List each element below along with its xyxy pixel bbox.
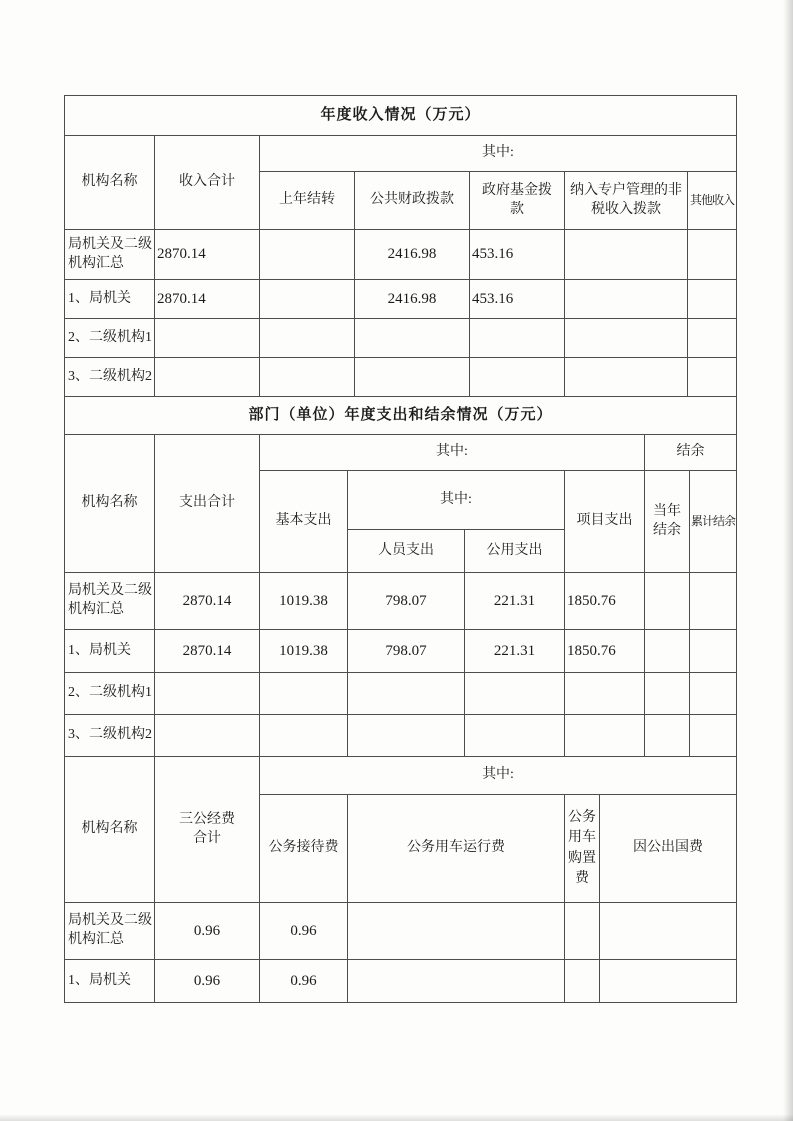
- expense-personnel-cell: [348, 715, 465, 757]
- expense-public-cell: 221.31: [465, 630, 565, 673]
- income-nontax-cell: [565, 280, 688, 319]
- row-label: 局机关及二级机构汇总: [65, 230, 155, 280]
- expense-personnel-cell: 798.07: [348, 573, 465, 630]
- three-public-total-cell: 0.96: [155, 960, 260, 1003]
- three-public-header-org: 机构名称: [65, 757, 155, 903]
- expense-basic-cell: [260, 673, 348, 715]
- expense-total-cell: [155, 673, 260, 715]
- expense-current-balance-cell: [645, 673, 690, 715]
- row-label: 2、二级机构1: [65, 319, 155, 358]
- three-public-row-summary: [65, 903, 737, 960]
- expense-project-cell: 1850.76: [565, 630, 645, 673]
- income-total-cell: [155, 358, 260, 397]
- income-row-summary: [65, 230, 737, 280]
- income-total-cell: 2870.14: [155, 280, 260, 319]
- expense-header-among: 其中:: [260, 435, 645, 471]
- income-other-cell: [688, 358, 737, 397]
- income-public-finance-cell: 2416.98: [355, 230, 470, 280]
- three-public-total-cell: 0.96: [155, 903, 260, 960]
- income-public-finance-cell: [355, 358, 470, 397]
- three-public-header-vehicle-purchase: 公务用车购置费: [565, 795, 600, 903]
- row-label: 1、局机关: [65, 960, 155, 1003]
- income-nontax-cell: [565, 358, 688, 397]
- expense-total-cell: 2870.14: [155, 630, 260, 673]
- expense-total-cell: [155, 715, 260, 757]
- expense-header-personnel: 人员支出: [348, 530, 465, 573]
- income-carryover-cell: [260, 230, 355, 280]
- expense-personnel-cell: 798.07: [348, 630, 465, 673]
- three-public-reception-cell: 0.96: [260, 903, 348, 960]
- income-row-sub1: [65, 319, 737, 358]
- expense-header-total: 支出合计: [155, 435, 260, 573]
- expense-current-balance-cell: [645, 630, 690, 673]
- income-total-cell: 2870.14: [155, 230, 260, 280]
- income-gov-fund-cell: 453.16: [470, 280, 565, 319]
- expense-table: [64, 396, 737, 757]
- income-header-org: 机构名称: [65, 136, 155, 230]
- income-nontax-cell: [565, 319, 688, 358]
- budget-tables: [64, 95, 737, 1003]
- income-row-sub2: [65, 358, 737, 397]
- expense-row-sub1: [65, 673, 737, 715]
- expense-basic-cell: 1019.38: [260, 573, 348, 630]
- income-row-bureau: [65, 280, 737, 319]
- income-table-title: 年度收入情况（万元）: [65, 96, 737, 136]
- three-public-vehicle-purchase-cell: [565, 903, 600, 960]
- three-public-header-among: 其中:: [260, 757, 737, 795]
- three-public-abroad-cell: [600, 903, 737, 960]
- expense-row-sub2: [65, 715, 737, 757]
- income-header-nontax: 纳入专户管理的非税收入拨款: [565, 172, 688, 230]
- income-header-public-finance: 公共财政拨款: [355, 172, 470, 230]
- income-header-other: 其他收入: [688, 172, 737, 230]
- income-gov-fund-cell: [470, 358, 565, 397]
- income-carryover-cell: [260, 319, 355, 358]
- expense-header-current-balance: 当年结余: [645, 471, 690, 573]
- income-nontax-cell: [565, 230, 688, 280]
- income-carryover-cell: [260, 358, 355, 397]
- expense-row-bureau: [65, 630, 737, 673]
- row-label: 局机关及二级机构汇总: [65, 573, 155, 630]
- income-header-among: 其中:: [260, 136, 737, 172]
- expense-accumulated-balance-cell: [690, 715, 737, 757]
- scan-edge-shadow-bottom: [0, 1114, 793, 1121]
- expense-accumulated-balance-cell: [690, 573, 737, 630]
- expense-header-among2: 其中:: [348, 471, 565, 530]
- expense-header-org: 机构名称: [65, 435, 155, 573]
- expense-header-basic: 基本支出: [260, 471, 348, 573]
- income-header-carryover: 上年结转: [260, 172, 355, 230]
- row-label: 2、二级机构1: [65, 673, 155, 715]
- expense-public-cell: [465, 715, 565, 757]
- expense-personnel-cell: [348, 673, 465, 715]
- expense-header-balance: 结余: [645, 435, 737, 471]
- expense-public-cell: [465, 673, 565, 715]
- three-public-header-abroad: 因公出国费: [600, 795, 737, 903]
- income-gov-fund-cell: 453.16: [470, 230, 565, 280]
- expense-header-public: 公用支出: [465, 530, 565, 573]
- three-public-vehicle-operation-cell: [348, 960, 565, 1003]
- three-public-table: [64, 756, 737, 1003]
- expense-current-balance-cell: [645, 715, 690, 757]
- three-public-header-reception: 公务接待费: [260, 795, 348, 903]
- expense-basic-cell: [260, 715, 348, 757]
- income-public-finance-cell: 2416.98: [355, 280, 470, 319]
- three-public-vehicle-purchase-cell: [565, 960, 600, 1003]
- expense-accumulated-balance-cell: [690, 673, 737, 715]
- row-label: 1、局机关: [65, 630, 155, 673]
- three-public-vehicle-operation-cell: [348, 903, 565, 960]
- income-other-cell: [688, 319, 737, 358]
- expense-total-cell: 2870.14: [155, 573, 260, 630]
- expense-header-accumulated-balance: 累计结余: [690, 471, 737, 573]
- expense-project-cell: [565, 715, 645, 757]
- expense-public-cell: 221.31: [465, 573, 565, 630]
- income-other-cell: [688, 280, 737, 319]
- expense-header-project: 项目支出: [565, 471, 645, 573]
- income-header-total: 收入合计: [155, 136, 260, 230]
- expense-table-title: 部门（单位）年度支出和结余情况（万元）: [65, 397, 737, 435]
- income-header-gov-fund: 政府基金拨款: [470, 172, 565, 230]
- row-label: 局机关及二级机构汇总: [65, 903, 155, 960]
- income-total-cell: [155, 319, 260, 358]
- row-label: 3、二级机构2: [65, 358, 155, 397]
- row-label: 1、局机关: [65, 280, 155, 319]
- expense-accumulated-balance-cell: [690, 630, 737, 673]
- expense-project-cell: [565, 673, 645, 715]
- expense-current-balance-cell: [645, 573, 690, 630]
- income-other-cell: [688, 230, 737, 280]
- three-public-reception-cell: 0.96: [260, 960, 348, 1003]
- row-label: 3、二级机构2: [65, 715, 155, 757]
- income-table: [64, 95, 737, 397]
- scan-edge-shadow-right: [783, 0, 793, 1121]
- expense-row-summary: [65, 573, 737, 630]
- three-public-abroad-cell: [600, 960, 737, 1003]
- three-public-header-vehicle-operation: 公务用车运行费: [348, 795, 565, 903]
- expense-basic-cell: 1019.38: [260, 630, 348, 673]
- income-public-finance-cell: [355, 319, 470, 358]
- three-public-header-total: 三公经费合计: [155, 757, 260, 903]
- income-gov-fund-cell: [470, 319, 565, 358]
- expense-project-cell: 1850.76: [565, 573, 645, 630]
- income-carryover-cell: [260, 280, 355, 319]
- three-public-row-bureau: [65, 960, 737, 1003]
